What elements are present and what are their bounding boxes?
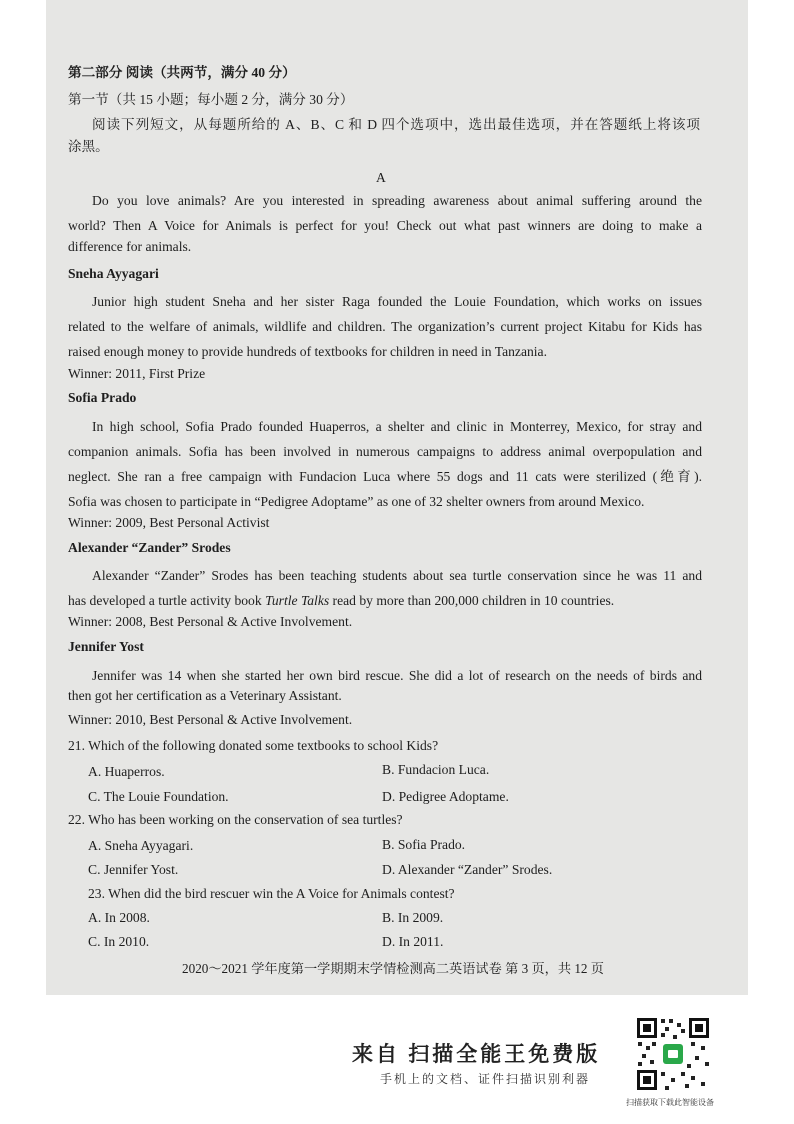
question-stem: 21. Which of the following donated some textbooks to school Kids?: [68, 738, 439, 753]
winner-award: Winner: 2010, Best Personal & Active Involvement.: [68, 712, 353, 727]
winner-text-line: related to the welfare of animals, wildlife and children. The organization’s current project Kitabu for Kids has: [68, 319, 702, 334]
winner-text-line: In high school, Sofia Prado founded Huaperros, a shelter and clinic in Monterrey, Mexico, for stray and: [92, 419, 702, 434]
passage-letter: A: [376, 170, 386, 185]
question-option[interactable]: A. Sneha Ayyagari.: [88, 838, 194, 853]
question-option[interactable]: C. Jennifer Yost.: [88, 862, 179, 877]
qr-caption: 扫描获取下载此智能设备: [626, 1098, 714, 1107]
question-option[interactable]: B. Fundacion Luca.: [382, 762, 490, 777]
winner-text-line: raised enough money to provide hundreds of textbooks for children in need in Tanzania.: [68, 344, 547, 359]
question-option[interactable]: D. In 2011.: [382, 934, 444, 949]
page-footer: 2020～2021 学年度第一学期期末学情检测高二英语试卷 第 3 页，共 12 页: [182, 961, 604, 976]
winner-text-line: Alexander “Zander” Srodes has been teaching students about sea turtle conservation since he was 11 and: [92, 568, 702, 583]
brand-subtitle: 手机上的文档、证件扫描识别利器: [380, 1072, 591, 1086]
question-option[interactable]: C. In 2010.: [88, 934, 150, 949]
intro-line: Do you love animals? Are you interested in spreading awareness about animal suffering around the: [92, 193, 702, 208]
intro-line: difference for animals.: [68, 239, 192, 254]
winner-text-line: Jennifer was 14 when she started her own bird rescue. She did a lot of research on the needs of birds and: [92, 668, 702, 683]
winner-name: Jennifer Yost: [68, 639, 144, 654]
instructions-line: 涂黑。: [68, 139, 109, 154]
winner-award: Winner: 2009, Best Personal Activist: [68, 515, 270, 530]
winner-text-line: Sofia was chosen to participate in “Pedigree Adoptame” as one of 32 shelter owners from around Mexico.: [68, 494, 645, 509]
winner-award: Winner: 2011, First Prize: [68, 366, 206, 381]
winner-name: Sneha Ayyagari: [68, 266, 159, 281]
qr-code-icon[interactable]: [635, 1016, 711, 1092]
winner-award: Winner: 2008, Best Personal & Active Involvement.: [68, 614, 353, 629]
winner-text-fragment: read by more than 200,000 children in 10 countries.: [329, 593, 615, 608]
question-option[interactable]: A. Huaperros.: [88, 764, 165, 779]
winner-text-line: neglect. She ran a free campaign with Fundacion Luca where 55 dogs and 11 cats were sterilized (绝育).: [68, 469, 702, 484]
question-option[interactable]: A. In 2008.: [88, 910, 150, 925]
intro-line: world? Then A Voice for Animals is perfect for you! Check out what past winners are doing to make a: [68, 218, 702, 233]
question-stem: 22. Who has been working on the conservation of sea turtles?: [68, 812, 403, 827]
winner-name: Alexander “Zander” Srodes: [68, 540, 231, 555]
winner-text-fragment: has developed a turtle activity book: [68, 593, 266, 608]
book-title: Turtle Talks: [265, 593, 330, 608]
instructions-line: 阅读下列短文，从每题所给的 A、B、C 和 D 四个选项中，选出最佳选项，并在答题纸上将该项: [92, 117, 700, 132]
question-option[interactable]: D. Pedigree Adoptame.: [382, 789, 509, 804]
question-stem: 23. When did the bird rescuer win the A Voice for Animals contest?: [88, 886, 455, 901]
subsection-title: 第一节（共 15 小题；每小题 2 分，满分 30 分）: [68, 92, 354, 107]
winner-text-line: then got her certification as a Veterinary Assistant.: [68, 688, 342, 703]
question-option[interactable]: D. Alexander “Zander” Srodes.: [382, 862, 553, 877]
brand-text: 来自 扫描全能王免费版: [352, 1042, 601, 1066]
winner-text-line: companion animals. Sofia has been involved in numerous campaigns to address animal overpopulation and: [68, 444, 702, 459]
winner-name: Sofia Prado: [68, 390, 137, 405]
question-option[interactable]: B. In 2009.: [382, 910, 444, 925]
winner-text-line: [68, 593, 614, 609]
question-option[interactable]: C. The Louie Foundation.: [88, 789, 229, 804]
winner-text-line: Junior high student Sneha and her sister Raga founded the Louie Foundation, which works on issues: [92, 294, 702, 309]
question-option[interactable]: B. Sofia Prado.: [382, 837, 466, 852]
section-title: 第二部分 阅读（共两节，满分 40 分）: [68, 65, 296, 80]
